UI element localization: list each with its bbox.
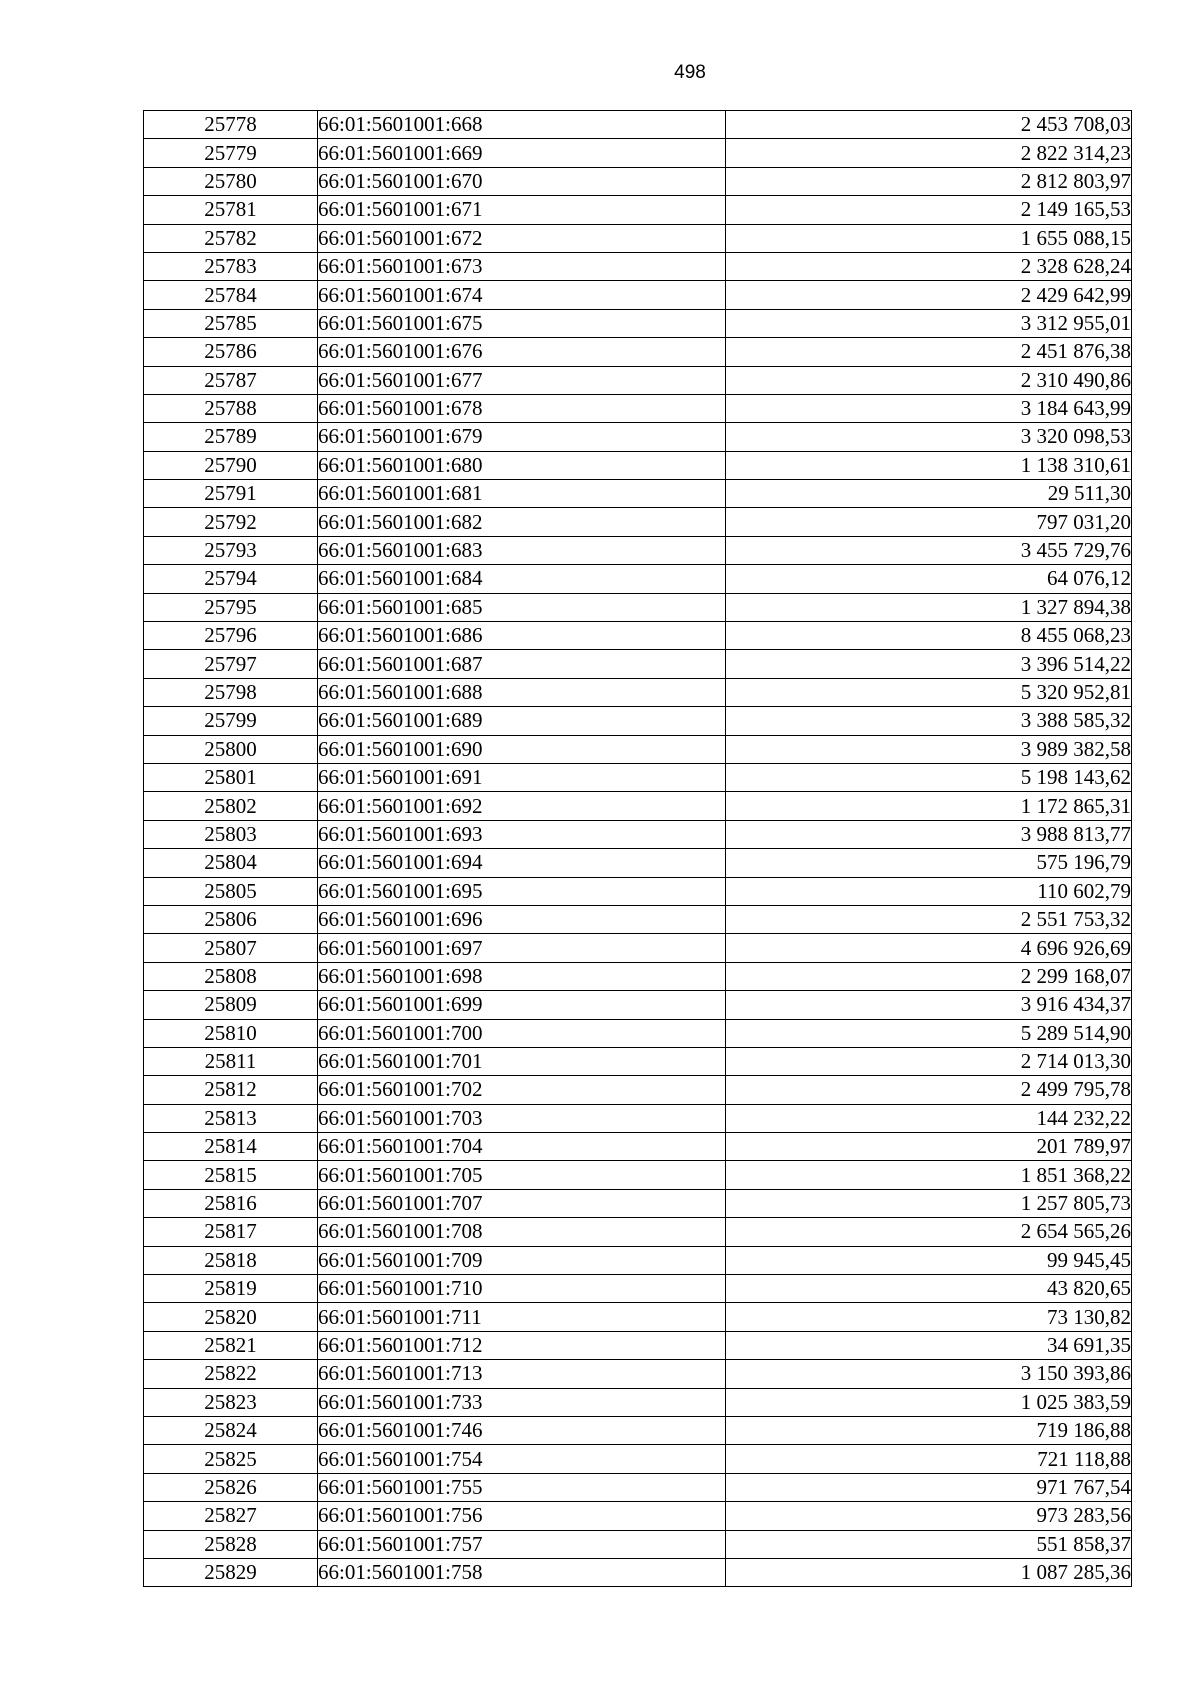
cadastral-value-cell: 2 429 642,99	[726, 281, 1132, 309]
cadastral-value-cell: 2 310 490,86	[726, 366, 1132, 394]
row-number-cell: 25826	[144, 1473, 318, 1501]
row-number-cell: 25815	[144, 1161, 318, 1189]
table-row	[144, 1502, 1132, 1530]
table-row	[144, 934, 1132, 962]
row-number-cell: 25786	[144, 338, 318, 366]
table-row	[144, 309, 1132, 337]
table-row	[144, 763, 1132, 791]
table-row	[144, 1360, 1132, 1388]
table-row	[144, 1445, 1132, 1473]
cadastral-number-cell: 66:01:5601001:685	[318, 593, 726, 621]
cadastral-value-cell: 2 654 565,26	[726, 1218, 1132, 1246]
row-number-cell: 25785	[144, 309, 318, 337]
cadastral-number-cell: 66:01:5601001:696	[318, 905, 726, 933]
row-number-cell: 25827	[144, 1502, 318, 1530]
cadastral-number-cell: 66:01:5601001:698	[318, 962, 726, 990]
table-row	[144, 394, 1132, 422]
row-number-cell: 25794	[144, 565, 318, 593]
cadastral-value-cell: 2 714 013,30	[726, 1047, 1132, 1075]
table-row	[144, 338, 1132, 366]
cadastral-value-cell: 3 312 955,01	[726, 309, 1132, 337]
row-number-cell: 25824	[144, 1416, 318, 1444]
cadastral-value-cell: 144 232,22	[726, 1104, 1132, 1132]
cadastral-number-cell: 66:01:5601001:682	[318, 508, 726, 536]
row-number-cell: 25793	[144, 536, 318, 564]
table-row	[144, 1388, 1132, 1416]
cadastral-value-cell: 2 328 628,24	[726, 252, 1132, 280]
cadastral-value-cell: 34 691,35	[726, 1331, 1132, 1359]
cadastral-number-cell: 66:01:5601001:669	[318, 139, 726, 167]
cadastral-value-cell: 3 150 393,86	[726, 1360, 1132, 1388]
row-number-cell: 25814	[144, 1133, 318, 1161]
cadastral-number-cell: 66:01:5601001:758	[318, 1558, 726, 1586]
cadastral-value-cell: 1 087 285,36	[726, 1558, 1132, 1586]
cadastral-number-cell: 66:01:5601001:694	[318, 849, 726, 877]
table-row	[144, 1473, 1132, 1501]
cadastral-number-cell: 66:01:5601001:746	[318, 1416, 726, 1444]
cadastral-value-cell: 99 945,45	[726, 1246, 1132, 1274]
row-number-cell: 25783	[144, 252, 318, 280]
row-number-cell: 25809	[144, 991, 318, 1019]
row-number-cell: 25790	[144, 451, 318, 479]
table-row	[144, 678, 1132, 706]
cadastral-value-cell: 721 118,88	[726, 1445, 1132, 1473]
table-row	[144, 451, 1132, 479]
cadastral-value-cell: 1 851 368,22	[726, 1161, 1132, 1189]
cadastral-value-cell: 973 283,56	[726, 1502, 1132, 1530]
table-row	[144, 536, 1132, 564]
cadastral-value-cell: 110 602,79	[726, 877, 1132, 905]
cadastral-number-cell: 66:01:5601001:677	[318, 366, 726, 394]
table-row	[144, 849, 1132, 877]
row-number-cell: 25782	[144, 224, 318, 252]
row-number-cell: 25784	[144, 281, 318, 309]
row-number-cell: 25788	[144, 394, 318, 422]
cadastral-number-cell: 66:01:5601001:678	[318, 394, 726, 422]
row-number-cell: 25798	[144, 678, 318, 706]
cadastral-value-cell: 3 320 098,53	[726, 423, 1132, 451]
row-number-cell: 25811	[144, 1047, 318, 1075]
cadastral-number-cell: 66:01:5601001:701	[318, 1047, 726, 1075]
cadastral-number-cell: 66:01:5601001:670	[318, 167, 726, 195]
row-number-cell: 25825	[144, 1445, 318, 1473]
cadastral-number-cell: 66:01:5601001:668	[318, 111, 726, 139]
cadastral-number-cell: 66:01:5601001:695	[318, 877, 726, 905]
row-number-cell: 25781	[144, 196, 318, 224]
row-number-cell: 25780	[144, 167, 318, 195]
row-number-cell: 25787	[144, 366, 318, 394]
table-row	[144, 1076, 1132, 1104]
cadastral-value-cell: 3 396 514,22	[726, 650, 1132, 678]
cadastral-value-cell: 1 025 383,59	[726, 1388, 1132, 1416]
row-number-cell: 25801	[144, 763, 318, 791]
cadastral-number-cell: 66:01:5601001:687	[318, 650, 726, 678]
cadastral-value-cell: 575 196,79	[726, 849, 1132, 877]
cadastral-value-cell: 5 198 143,62	[726, 763, 1132, 791]
cadastral-value-cell: 2 451 876,38	[726, 338, 1132, 366]
cadastral-number-cell: 66:01:5601001:709	[318, 1246, 726, 1274]
table-row	[144, 111, 1132, 139]
table-row	[144, 1558, 1132, 1586]
cadastral-value-cell: 1 327 894,38	[726, 593, 1132, 621]
cadastral-value-cell: 4 696 926,69	[726, 934, 1132, 962]
row-number-cell: 25795	[144, 593, 318, 621]
cadastral-number-cell: 66:01:5601001:684	[318, 565, 726, 593]
cadastral-value-cell: 8 455 068,23	[726, 622, 1132, 650]
cadastral-number-cell: 66:01:5601001:711	[318, 1303, 726, 1331]
cadastral-value-cell: 2 812 803,97	[726, 167, 1132, 195]
cadastral-number-cell: 66:01:5601001:712	[318, 1331, 726, 1359]
table-row	[144, 593, 1132, 621]
cadastral-value-cell: 1 172 865,31	[726, 792, 1132, 820]
table-row	[144, 196, 1132, 224]
cadastral-number-cell: 66:01:5601001:756	[318, 1502, 726, 1530]
row-number-cell: 25799	[144, 707, 318, 735]
cadastral-value-cell: 2 453 708,03	[726, 111, 1132, 139]
table-row	[144, 792, 1132, 820]
cadastral-value-cell: 3 455 729,76	[726, 536, 1132, 564]
row-number-cell: 25818	[144, 1246, 318, 1274]
cadastral-number-cell: 66:01:5601001:705	[318, 1161, 726, 1189]
table-row	[144, 820, 1132, 848]
row-number-cell: 25789	[144, 423, 318, 451]
table-row	[144, 1275, 1132, 1303]
cadastral-number-cell: 66:01:5601001:673	[318, 252, 726, 280]
row-number-cell: 25820	[144, 1303, 318, 1331]
row-number-cell: 25821	[144, 1331, 318, 1359]
cadastral-number-cell: 66:01:5601001:713	[318, 1360, 726, 1388]
cadastral-value-cell: 5 289 514,90	[726, 1019, 1132, 1047]
row-number-cell: 25792	[144, 508, 318, 536]
table-row	[144, 366, 1132, 394]
table-row	[144, 252, 1132, 280]
table-row	[144, 480, 1132, 508]
cadastral-number-cell: 66:01:5601001:691	[318, 763, 726, 791]
cadastral-value-table	[143, 110, 1132, 1587]
row-number-cell: 25779	[144, 139, 318, 167]
cadastral-number-cell: 66:01:5601001:757	[318, 1530, 726, 1558]
cadastral-value-cell: 3 988 813,77	[726, 820, 1132, 848]
table-row	[144, 1246, 1132, 1274]
table-row	[144, 1104, 1132, 1132]
row-number-cell: 25819	[144, 1275, 318, 1303]
table-row	[144, 1218, 1132, 1246]
cadastral-number-cell: 66:01:5601001:692	[318, 792, 726, 820]
table-row	[144, 508, 1132, 536]
table-row	[144, 224, 1132, 252]
row-number-cell: 25800	[144, 735, 318, 763]
table-row	[144, 877, 1132, 905]
cadastral-number-cell: 66:01:5601001:755	[318, 1473, 726, 1501]
cadastral-number-cell: 66:01:5601001:733	[318, 1388, 726, 1416]
cadastral-value-cell: 719 186,88	[726, 1416, 1132, 1444]
table-row	[144, 281, 1132, 309]
table-row	[144, 139, 1132, 167]
row-number-cell: 25806	[144, 905, 318, 933]
row-number-cell: 25828	[144, 1530, 318, 1558]
cadastral-number-cell: 66:01:5601001:703	[318, 1104, 726, 1132]
table-row	[144, 650, 1132, 678]
cadastral-value-cell: 5 320 952,81	[726, 678, 1132, 706]
cadastral-value-cell: 1 655 088,15	[726, 224, 1132, 252]
cadastral-value-cell: 2 822 314,23	[726, 139, 1132, 167]
row-number-cell: 25803	[144, 820, 318, 848]
cadastral-value-cell: 3 916 434,37	[726, 991, 1132, 1019]
cadastral-value-cell: 3 989 382,58	[726, 735, 1132, 763]
row-number-cell: 25813	[144, 1104, 318, 1132]
cadastral-number-cell: 66:01:5601001:693	[318, 820, 726, 848]
row-number-cell: 25817	[144, 1218, 318, 1246]
cadastral-value-cell: 3 184 643,99	[726, 394, 1132, 422]
cadastral-number-cell: 66:01:5601001:702	[318, 1076, 726, 1104]
cadastral-value-cell: 64 076,12	[726, 565, 1132, 593]
cadastral-number-cell: 66:01:5601001:675	[318, 309, 726, 337]
table-row	[144, 905, 1132, 933]
cadastral-value-cell: 3 388 585,32	[726, 707, 1132, 735]
cadastral-value-cell: 551 858,37	[726, 1530, 1132, 1558]
row-number-cell: 25829	[144, 1558, 318, 1586]
cadastral-number-cell: 66:01:5601001:679	[318, 423, 726, 451]
table-body	[144, 111, 1132, 1587]
table-row	[144, 962, 1132, 990]
table-row	[144, 167, 1132, 195]
row-number-cell: 25778	[144, 111, 318, 139]
cadastral-number-cell: 66:01:5601001:689	[318, 707, 726, 735]
row-number-cell: 25804	[144, 849, 318, 877]
cadastral-value-cell: 2 299 168,07	[726, 962, 1132, 990]
row-number-cell: 25797	[144, 650, 318, 678]
cadastral-value-cell: 73 130,82	[726, 1303, 1132, 1331]
cadastral-number-cell: 66:01:5601001:680	[318, 451, 726, 479]
cadastral-number-cell: 66:01:5601001:672	[318, 224, 726, 252]
row-number-cell: 25805	[144, 877, 318, 905]
cadastral-number-cell: 66:01:5601001:690	[318, 735, 726, 763]
row-number-cell: 25823	[144, 1388, 318, 1416]
cadastral-value-cell: 43 820,65	[726, 1275, 1132, 1303]
cadastral-number-cell: 66:01:5601001:699	[318, 991, 726, 1019]
row-number-cell: 25796	[144, 622, 318, 650]
row-number-cell: 25791	[144, 480, 318, 508]
cadastral-value-cell: 2 551 753,32	[726, 905, 1132, 933]
table-row	[144, 1416, 1132, 1444]
table-row	[144, 565, 1132, 593]
cadastral-number-cell: 66:01:5601001:704	[318, 1133, 726, 1161]
table-row	[144, 1047, 1132, 1075]
cadastral-number-cell: 66:01:5601001:710	[318, 1275, 726, 1303]
cadastral-number-cell: 66:01:5601001:683	[318, 536, 726, 564]
page-number: 498	[674, 62, 706, 83]
row-number-cell: 25808	[144, 962, 318, 990]
table-row	[144, 707, 1132, 735]
row-number-cell: 25816	[144, 1189, 318, 1217]
table-row	[144, 1019, 1132, 1047]
cadastral-value-cell: 201 789,97	[726, 1133, 1132, 1161]
table-row	[144, 622, 1132, 650]
cadastral-value-cell: 2 499 795,78	[726, 1076, 1132, 1104]
cadastral-value-cell: 971 767,54	[726, 1473, 1132, 1501]
table-row	[144, 1161, 1132, 1189]
table-row	[144, 1189, 1132, 1217]
cadastral-value-cell: 29 511,30	[726, 480, 1132, 508]
cadastral-number-cell: 66:01:5601001:708	[318, 1218, 726, 1246]
table-row	[144, 1133, 1132, 1161]
cadastral-value-cell: 1 257 805,73	[726, 1189, 1132, 1217]
cadastral-number-cell: 66:01:5601001:686	[318, 622, 726, 650]
row-number-cell: 25810	[144, 1019, 318, 1047]
row-number-cell: 25812	[144, 1076, 318, 1104]
cadastral-number-cell: 66:01:5601001:674	[318, 281, 726, 309]
table-row	[144, 1303, 1132, 1331]
cadastral-number-cell: 66:01:5601001:700	[318, 1019, 726, 1047]
cadastral-value-cell: 1 138 310,61	[726, 451, 1132, 479]
cadastral-number-cell: 66:01:5601001:681	[318, 480, 726, 508]
table-row	[144, 991, 1132, 1019]
cadastral-number-cell: 66:01:5601001:707	[318, 1189, 726, 1217]
row-number-cell: 25822	[144, 1360, 318, 1388]
cadastral-number-cell: 66:01:5601001:697	[318, 934, 726, 962]
cadastral-value-cell: 2 149 165,53	[726, 196, 1132, 224]
table-row	[144, 735, 1132, 763]
table-row	[144, 1331, 1132, 1359]
table-row	[144, 1530, 1132, 1558]
cadastral-value-cell: 797 031,20	[726, 508, 1132, 536]
table-row	[144, 423, 1132, 451]
row-number-cell: 25802	[144, 792, 318, 820]
cadastral-number-cell: 66:01:5601001:671	[318, 196, 726, 224]
row-number-cell: 25807	[144, 934, 318, 962]
cadastral-number-cell: 66:01:5601001:688	[318, 678, 726, 706]
cadastral-number-cell: 66:01:5601001:676	[318, 338, 726, 366]
cadastral-number-cell: 66:01:5601001:754	[318, 1445, 726, 1473]
